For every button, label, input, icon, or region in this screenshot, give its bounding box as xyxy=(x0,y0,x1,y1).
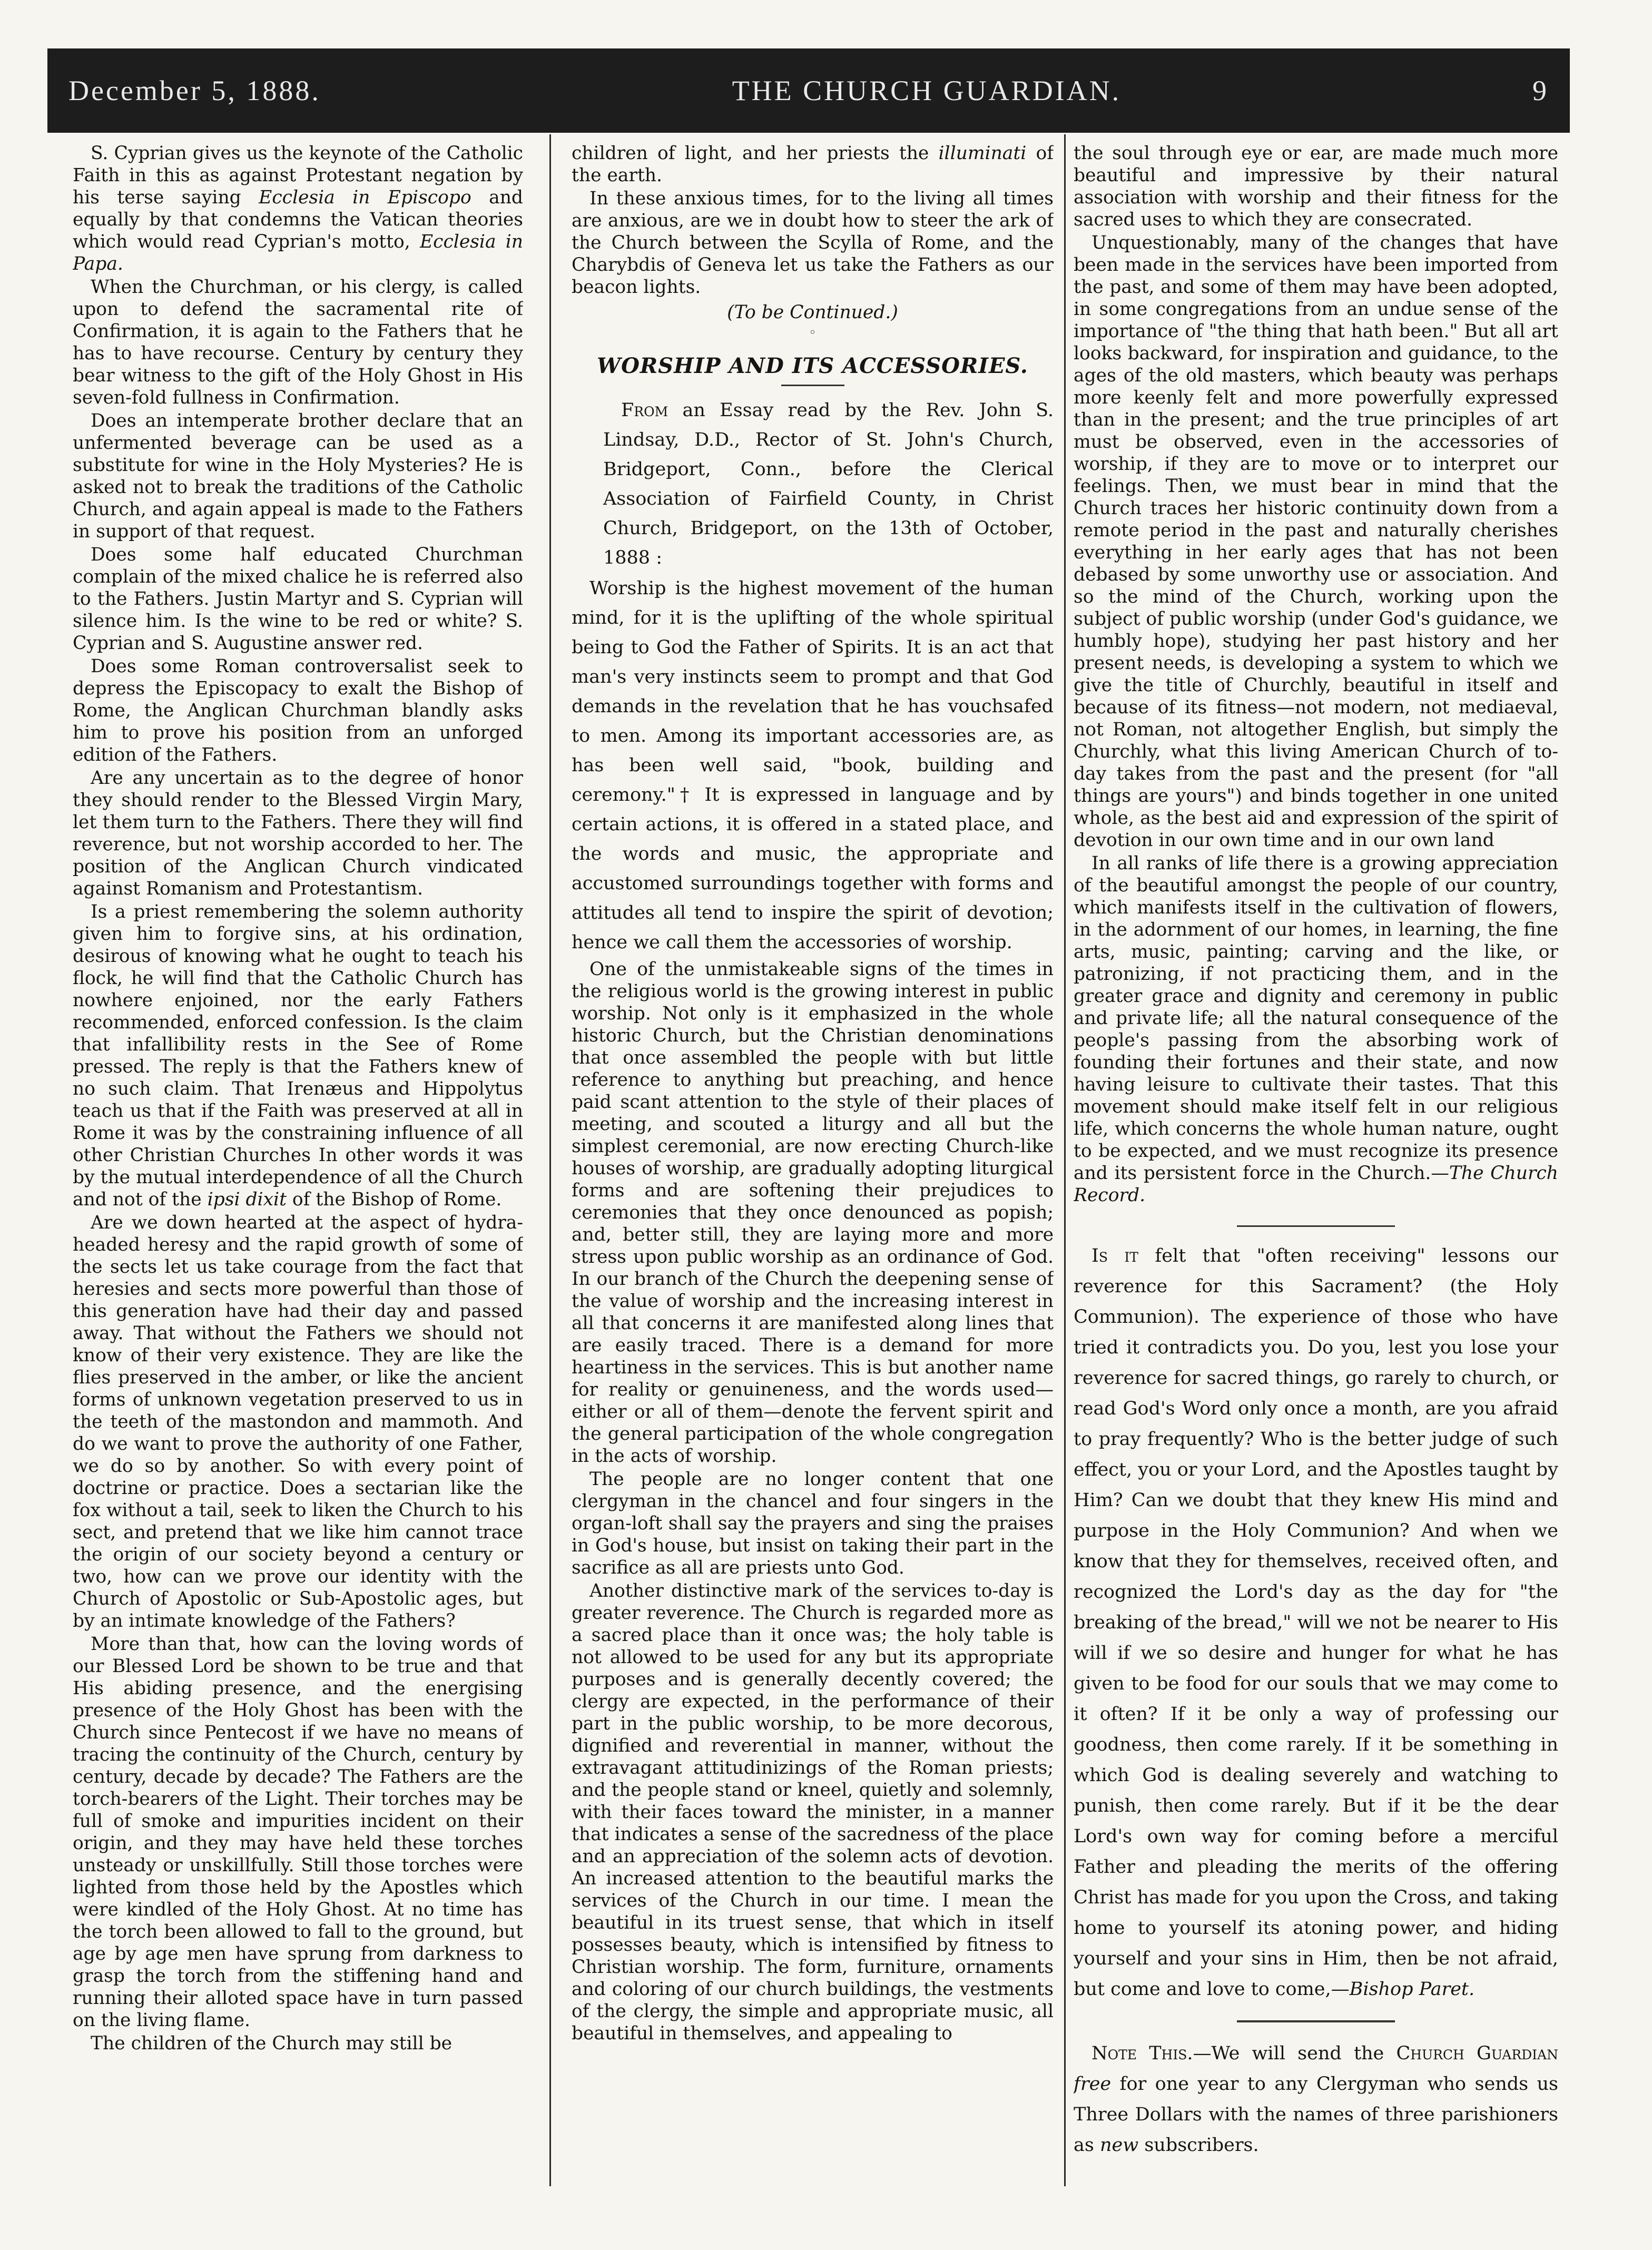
paragraph: Are any uncertain as to the degree of honor they should render to the Blessed Virgin Mary, let them turn to the Fathers. There they will find reverence, but not worship accorded to her. The position of the Anglican Church vindicated against Romanism and Protestantism. xyxy=(73,768,523,899)
paragraph: The children of the Church may still be xyxy=(91,2033,453,2054)
page-number: 9 xyxy=(1532,75,1549,106)
subscription-note: Note This.—We will send the Church Guardian free for one year to any Clergyman who sends us Three Dollars with the names of three parishioners as new subscribers. xyxy=(1074,2043,1558,2156)
paragraph: One of the unmistakeable signs of the times in the religious world is the growing interest in public worship. Not only is it emphasized in the whole historic Church, but the Christian denominations that once assembled the people with but little reference to anything but preaching, and hence paid scant attention to the style of their places of meeting, and scouted a liturgy and all but the simplest ceremonial, are now erecting Church-like houses of worship, are gradually adopting liturgical forms and are softening their prejudices to ceremonies that they once denounced as popish; and, better still, they are laying more and more stress upon public worship as an ordinance of God. In our branch of the Church the deepening sense of the value of worship and the increasing interest in all that concerns it are manifested along lines that are easily traced. There is a demand for more heartiness in the services. This is but another name for reality or genuineness, and the words used—either or all of them—denote the fervent spirit and the general participation of the whole congregation in the acts of worship. xyxy=(572,959,1054,1467)
heading-rule xyxy=(781,385,844,386)
article-heading: WORSHIP AND ITS ACCESSORIES. xyxy=(597,353,1028,378)
paragraph: In all ranks of life there is a growing appreciation of the beautiful amongst the people of our country, which manifests itself in the cultivation of flowers, in the adornment of our homes, in learning, the fine arts, music, painting; carving and the like, or patronizing, if not practicing them, and in the greater grace and dignity and ceremony in public and private life; all the natural consequence of the people's passing from the absorbing work of founding their fortunes and their state, and now having leisure to cultivate their tastes. That this movement should make itself felt in our religious life, which concerns the whole human nature, ought to be expected, and we must recognize its presence and its persistent force in the Church.—The Church Record. xyxy=(1074,853,1558,1206)
section-divider xyxy=(1237,2020,1395,2022)
paragraph: Are we down hearted at the aspect of hydra-headed heresy and the rapid growth of some of the sects let us take courage from the fact that heresies and sects more powerful than those of this generation have had their day and passed away. That without the Fathers we should not know of their very existence. They are like the flies preserved in the amber, or like the ancient forms of unknown vegetation preserved to us in the teeth of the mastondon and mammoth. And do we want to prove the authority of one Father, we do so by another. So with every point of doctrine or practice. Does a sectarian like the fox without a tail, seek to liken the Church to his sect, and pretend that we like him cannot trace the origin of our society beyond a century or two, how can we prove our identity with the Church of Apostolic or Sub-Apostolic ages, but by an intimate knowledge of the Fathers? xyxy=(73,1212,523,1632)
paragraph: Is it felt that "often receiving" lessons our reverence for this Sacrament? (the Holy Communion). The experience of those who have tried it contradicts you. Do you, lest you lose your reverence for sacred things, go rarely to church, or read God's Word only once a month, are you afraid to pray frequently? Who is the better judge of such effect, you or your Lord, and the Apostles taught by Him? Can we doubt that they knew His mind and purpose in the Holy Communion? And when we know that they for themselves, received often, and recognized the Lord's day as the day for "the breaking of the bread," will we not be nearer to His will if we so desire and hunger for what he has given to be food for our souls that we may come to it often? If it be only a way of professing our goodness, then come rarely. If it be something in which God is dealing severely and watching to punish, then come rarely. But if it be the dear Lord's own way for coming before a merciful Father and pleading the merits of the offering Christ has made for you upon the Cross, and taking home to yourself its atoning power, and hiding yourself and your sins in Him, then be not afraid, but come and love to come,—Bishop Paret. xyxy=(1074,1245,1558,2000)
paragraph: the soul through eye or ear, are made much more beautiful and impressive by their natural association with worship and their fitness for the sacred uses to which they are consecrated. xyxy=(1074,143,1558,230)
masthead-title: THE CHURCH GUARDIAN. xyxy=(732,75,1122,106)
masthead-date: December 5, 1888. xyxy=(68,75,321,106)
column-rule-2 xyxy=(1064,134,1066,2186)
paragraph: The people are no longer content that one clergyman in the chancel and four singers in the organ-loft shall say the prayers and sing the praises in God's house, but insist on taking their part in the sacrifice as all are priests unto God. xyxy=(572,1469,1054,1578)
paragraph: When the Churchman, or his clergy, is called upon to defend the sacramental rite of Confirmation, it is again to the Fathers that he has to have recourse. Century by century they bear witness to the gift of the Holy Ghost in His seven-fold fullness in Confirmation. xyxy=(73,277,523,408)
column-2 xyxy=(572,142,1054,2186)
paragraph: Another distinctive mark of the services to-day is greater reverence. The Church is regarded more as a sacred place than it once was; the holy table is not allowed to be used for any but its appropriate purposes and is generally decently covered; the clergy are expected, in the performance of their part in the public worship, to be more decorous, dignified and reverential in manner, without the extravagant attitudinizings of the Roman priests; and the people stand or kneel, quietly and solemnly, with their faces toward the minister, in a manner that indicates a sense of the sacredness of the place and an appreciation of the solemn acts of devotion. An increased attention to the beautiful marks the services of the Church in our time. I mean the beautiful in its truest sense, that which in itself possesses beauty, which is intensified by fitness to Christian worship. The form, furniture, ornaments and coloring of our church buildings, the vestments of the clergy, the simple and appropriate music, all beautiful in themselves, and appealing to xyxy=(572,1580,1054,2044)
paragraph: Does some Roman controversalist seek to depress the Episcopacy to exalt the Bishop of Rome, the Anglican Churchman blandly asks him to prove his position from an unforged edition of the Fathers. xyxy=(73,656,523,765)
paragraph: Does an intemperate brother declare that an unfermented beverage can be used as a substitute for wine in the Holy Mysteries? He is asked not to break the traditions of the Catholic Church, and again appeal is made to the Fathers in support of that request. xyxy=(73,410,523,542)
column-rule-1 xyxy=(549,134,551,2186)
ornament: ◦ xyxy=(809,325,817,340)
article-intro: From an Essay read by the Rev. John S. Lindsay, D.D., Rector of St. John's Church, Bridgeport, Conn., before the Clerical Association of Fairfield County, in Christ Church, Bridgeport, on the 13th of October, 1888 : xyxy=(603,400,1054,568)
section-divider xyxy=(1237,1225,1395,1227)
paragraph: Is a priest remembering the solemn authority given him to forgive sins, at his ordination, desirous of knowing what he ought to teach his flock, he will find that the Catholic Church has nowhere enjoined, nor the early Fathers recommended, enforced confession. Is the claim that infallibility rests in the See of Rome pressed. The reply is that the Fathers knew of no such claim. That Irenæus and Hippolytus teach us that if the Faith was preserved at all in Rome it was by the constraining influence of all other Christian Churches In other words it was by the mutual interdependence of all the Church and not of the ipsi dixit of the Bishop of Rome. xyxy=(73,901,523,1210)
paragraph: Worship is the highest movement of the human mind, for it is the uplifting of the whole spiritual being to God the Father of Spirits. It is an act that man's very instincts seem to prompt and that God demands in the revelation that he has vouchsafed to men. Among its important accessories are, as has been well said, "book, building and ceremony."† It is expressed in language and by certain actions, it is offered in a stated place, and the words and music, the appropriate and accustomed surroundings together with forms and attitudes all tend to inspire the spirit of devotion; hence we call them the accessories of worship. xyxy=(572,578,1054,953)
to-be-continued: (To be Continued.) xyxy=(727,302,898,323)
paragraph: S. Cyprian gives us the keynote of the Catholic Faith in this as against Protestant negation by his terse saying Ecclesia in Episcopo and equally by that condemns the Vatican theories which would read Cyprian's motto, Ecclesia in Papa. xyxy=(73,143,523,274)
paragraph: In these anxious times, for to the living all times are anxious, are we in doubt how to steer the ark of the Church between the Scylla of Rome, and the Charybdis of Geneva let us take the Fathers as our beacon lights. xyxy=(572,188,1054,298)
column-1 xyxy=(73,142,523,2186)
paragraph: children of light, and her priests the illuminati of the earth. xyxy=(572,143,1054,186)
paragraph: More than that, how can the loving words of our Blessed Lord be shown to be true and that His abiding presence, and the energising presence of the Holy Ghost has been with the Church since Pentecost if we have no means of tracing the continuity of the Church, century by century, decade by decade? The Fathers are the torch-bearers of the Light. Their torches may be full of smoke and impurities incident on their origin, and they may have held these torches unsteady or unskillfully. Still those torches were lighted from those held by the Apostles which were kindled of the Holy Ghost. At no time has the torch been allowed to fall to the ground, but age by age men have sprung from darkness to grasp the torch from the stiffening hand and running their alloted space have in turn passed on the living flame. xyxy=(73,1634,523,2031)
column-3 xyxy=(1074,142,1558,2186)
paragraph: Unquestionably, many of the changes that have been made in the services have been imported from the past, and some of them may have been adopted, in some congregations from an undue sense of the importance of "the thing that hath been." But all art looks backward, for inspiration and guidance, to the ages of the old masters, which beauty was perhaps more keenly felt and more powerfully expressed than in the present; and the true principles of art must be observed, even in the accessories of worship, if they are to move or to interpret our feelings. Then, we must bear in mind that the Church traces her historic continuity down from a remote period in the past and naturally cherishes everything in her early ages that has not been debased by some unworthy use or association. And so the mind of the Church, working upon the subject of public worship (under God's guidance, we humbly hope), studying her past history and her present needs, is developing a system to which we give the title of Churchly, beautiful in itself and because of its fitness—not modern, not mediaeval, not Roman, not altogether English, but simply the Churchly, what this living American Church of to-day takes from the past and the present (for "all things are yours") and binds together in one united whole, as the best aid and expression of the spirit of devotion in our own time and in our own land xyxy=(1074,232,1558,851)
masthead xyxy=(47,48,1570,133)
paragraph: Does some half educated Churchman complain of the mixed chalice he is referred also to the Fathers. Justin Martyr and S. Cyprian will silence him. Is the wine to be red or white? S. Cyprian and S. Augustine answer red. xyxy=(73,544,523,654)
